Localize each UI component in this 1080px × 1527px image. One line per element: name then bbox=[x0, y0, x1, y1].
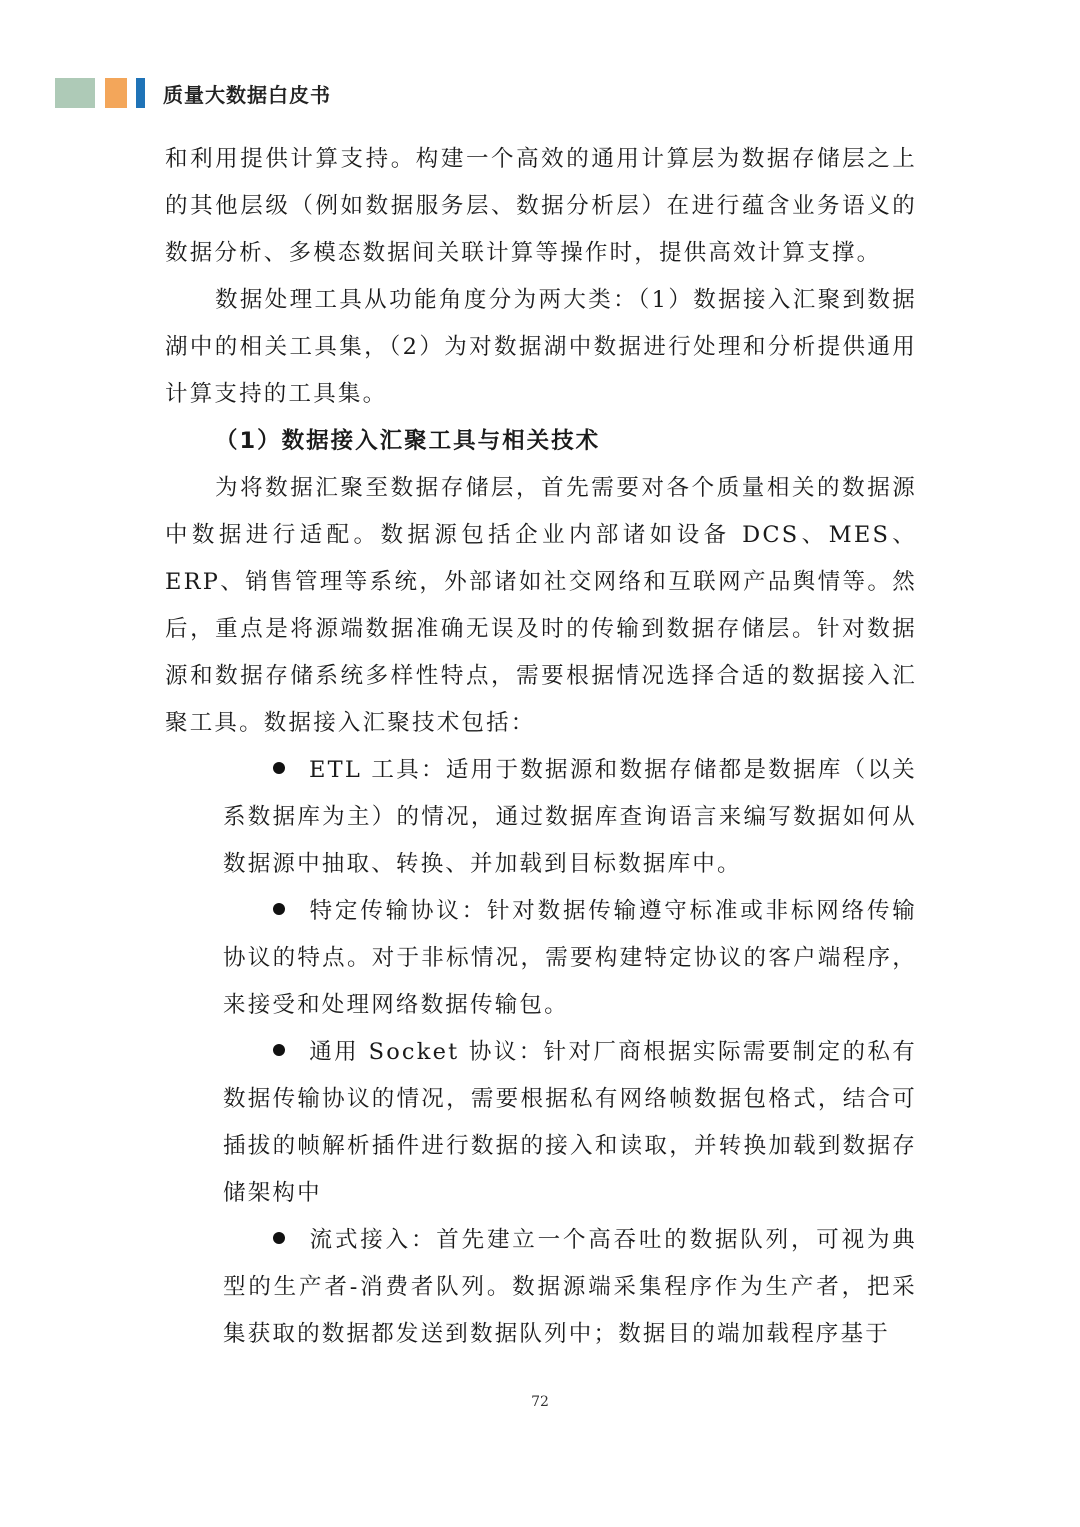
bullet-dot-icon bbox=[273, 1044, 285, 1056]
bullet-item-socket bbox=[165, 1029, 917, 1217]
bullet-text: 流式接入：首先建立一个高吞吐的数据队列，可视为典型的生产者-消费者队列。数据源端采集程序作为生产者，把采集获取的数据都发送到数据队列中；数据目的端加载程序基于 bbox=[223, 1227, 917, 1347]
section-heading: （1）数据接入汇聚工具与相关技术 bbox=[215, 428, 601, 454]
bullet-text: ETL 工具：适用于数据源和数据存储都是数据库（以关系数据库为主）的情况，通过数据库查询语言来编写数据如何从数据源中抽取、转换、并加载到目标数据库中。 bbox=[223, 757, 917, 877]
header-blue-block bbox=[136, 78, 145, 108]
page-header bbox=[55, 76, 331, 110]
header-green-block bbox=[55, 78, 95, 108]
bullet-item-specific-protocol bbox=[165, 888, 917, 1029]
paragraph-continuation: 和利用提供计算支持。构建一个高效的通用计算层为数据存储层之上的其他层级（例如数据服务层、数据分析层）在进行蕴含业务语义的数据分析、多模态数据间关联计算等操作时，提供高效计算支撑。 bbox=[165, 146, 917, 266]
body-content bbox=[165, 136, 917, 1358]
bullet-item-streaming bbox=[165, 1217, 917, 1358]
paragraph-tools-intro: 数据处理工具从功能角度分为两大类：（1）数据接入汇聚到数据湖中的相关工具集，（2）为对数据湖中数据进行处理和分析提供通用计算支持的工具集。 bbox=[165, 287, 917, 407]
header-orange-block bbox=[105, 78, 127, 108]
bullet-item-etl bbox=[165, 747, 917, 888]
bullet-dot-icon bbox=[273, 1232, 285, 1244]
bullet-text: 通用 Socket 协议：针对厂商根据实际需要制定的私有数据传输协议的情况，需要根据私有网络帧数据包格式，结合可插拔的帧解析插件进行数据的接入和读取，并转换加载到数据存储架构中 bbox=[223, 1039, 917, 1206]
header-title: 质量大数据白皮书 bbox=[163, 82, 331, 107]
bullet-text: 特定传输协议：针对数据传输遵守标准或非标网络传输协议的特点。对于非标情况，需要构建特定协议的客户端程序，来接受和处理网络数据传输包。 bbox=[223, 898, 917, 1018]
bullet-dot-icon bbox=[273, 903, 285, 915]
paragraph-data-sources: 为将数据汇聚至数据存储层，首先需要对各个质量相关的数据源中数据进行适配。数据源包括企业内部诸如设备 DCS、MES、ERP、销售管理等系统，外部诸如社交网络和互联网产品舆情等。然后，重点是将源端数据准确无误及时的传输到数据存储层。针对数据源和数据存储系统多样性特点，需要根据情况选择合适的数据接入汇聚工具。数据接入汇聚技术包括： bbox=[165, 475, 917, 736]
bullet-dot-icon bbox=[273, 762, 285, 774]
page-number: 72 bbox=[531, 1394, 549, 1410]
